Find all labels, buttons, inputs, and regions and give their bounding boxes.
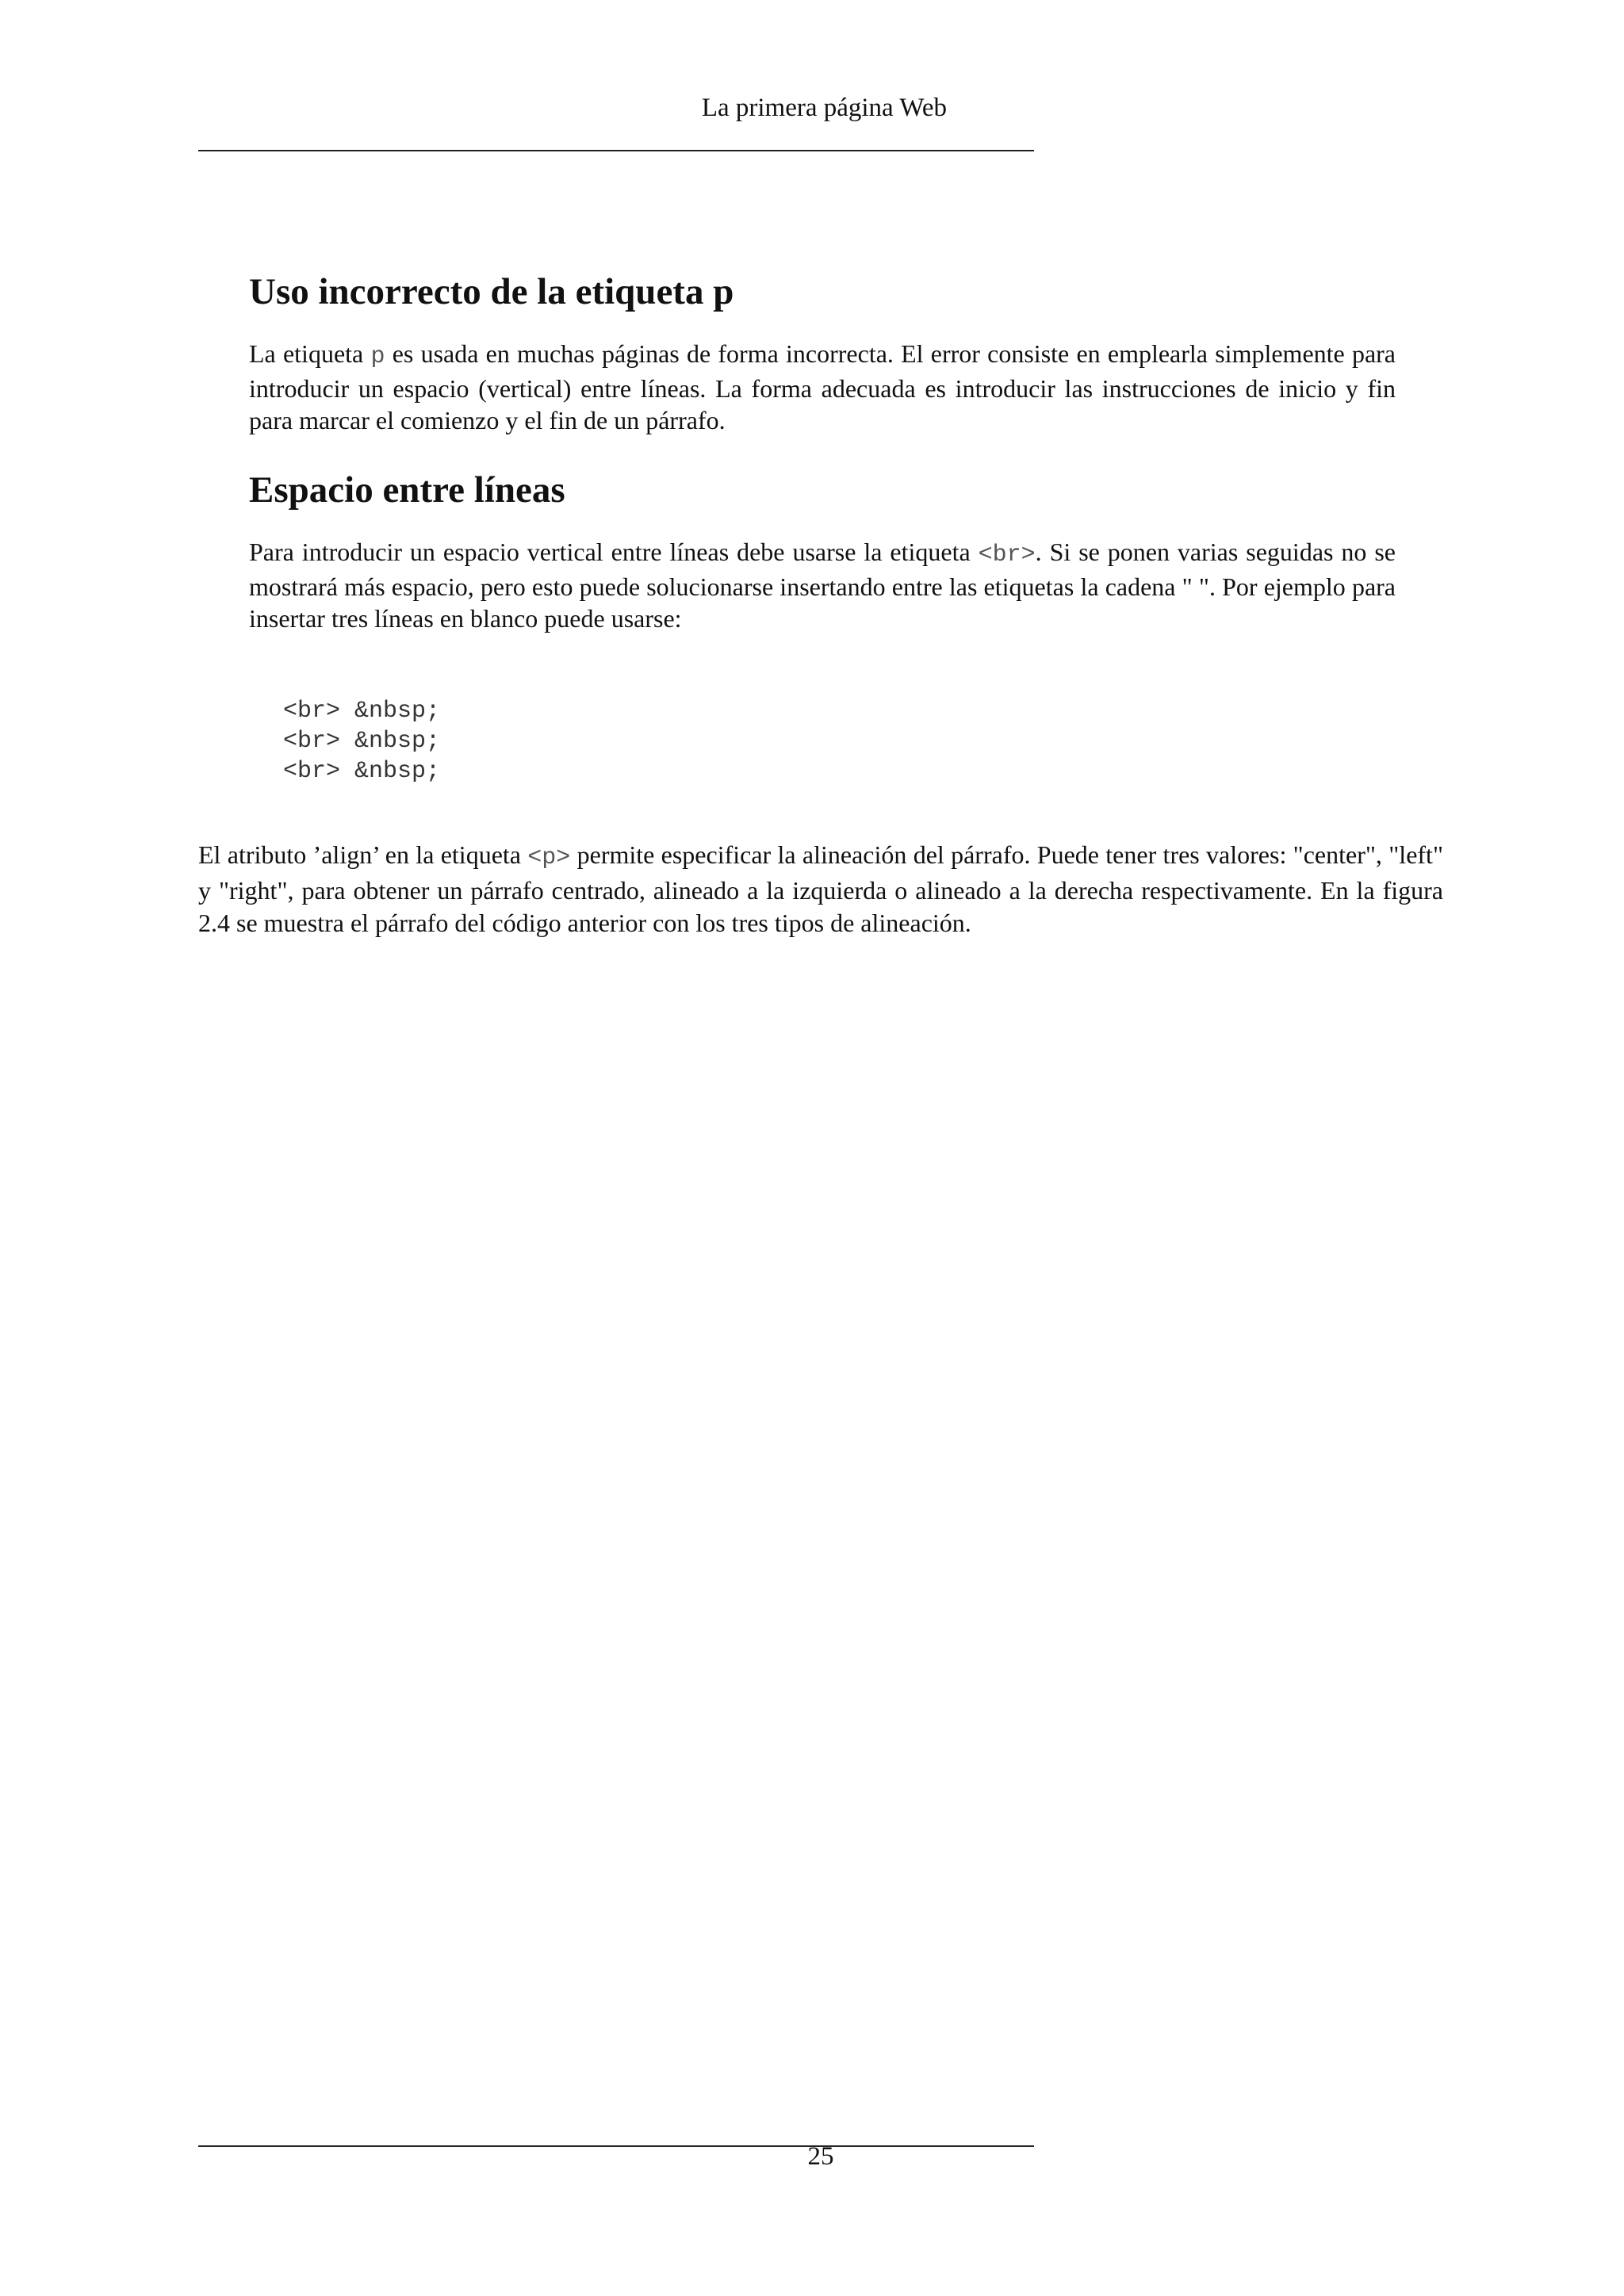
paragraph-text: es usada en muchas páginas de forma incorrecta. El error consiste en emplearla simplemente para introducir un espacio (vertical) entre líneas. La forma adecuada es introducir las instrucciones de inicio y fin para marcar el comienzo y el fin de un párrafo. (249, 339, 1396, 434)
section-heading: Espacio entre líneas (249, 469, 565, 511)
code-example (283, 696, 440, 786)
code-line: <br> &nbsp; (283, 728, 441, 755)
section-paragraph (249, 536, 1396, 634)
code-line: <br> &nbsp; (283, 698, 441, 725)
section-incorrect-p-tag (249, 270, 1396, 436)
inline-code: <br> (978, 541, 1036, 568)
inline-code: <p> (527, 844, 571, 871)
section-paragraph (249, 338, 1396, 436)
paragraph-text: La etiqueta (249, 339, 371, 368)
inline-code: p (370, 343, 385, 370)
section-heading: Uso incorrecto de la etiqueta p (249, 271, 734, 312)
section-line-spacing (249, 468, 1396, 634)
paragraph-text: permite especificar la alineación del párrafo. Puede tener tres valores: "center", "left" y "right", para obtener un párrafo centrado, alineado a la izquierda o alineado a la derecha respectivamente. En la figura 2.4 se muestra el párrafo del código anterior con los tres tipos de alineación. (198, 840, 1444, 937)
align-attribute-paragraph (198, 839, 1443, 939)
paragraph-text: Para introducir un espacio vertical entre líneas debe usarse la etiqueta (249, 538, 979, 566)
code-line: <br> &nbsp; (283, 758, 441, 785)
running-header: La primera página Web (701, 94, 947, 122)
paragraph-text: . Si se ponen varias seguidas no se mostrará más espacio, pero esto puede solucionarse insertando entre las etiquetas la cadena " ". Por ejemplo para insertar tres líneas en blanco puede usarse: (249, 538, 1396, 633)
page-number: 25 (807, 2142, 834, 2171)
header-rule (198, 150, 1034, 151)
paragraph-text: El atributo ’align’ en la etiqueta (198, 840, 528, 869)
